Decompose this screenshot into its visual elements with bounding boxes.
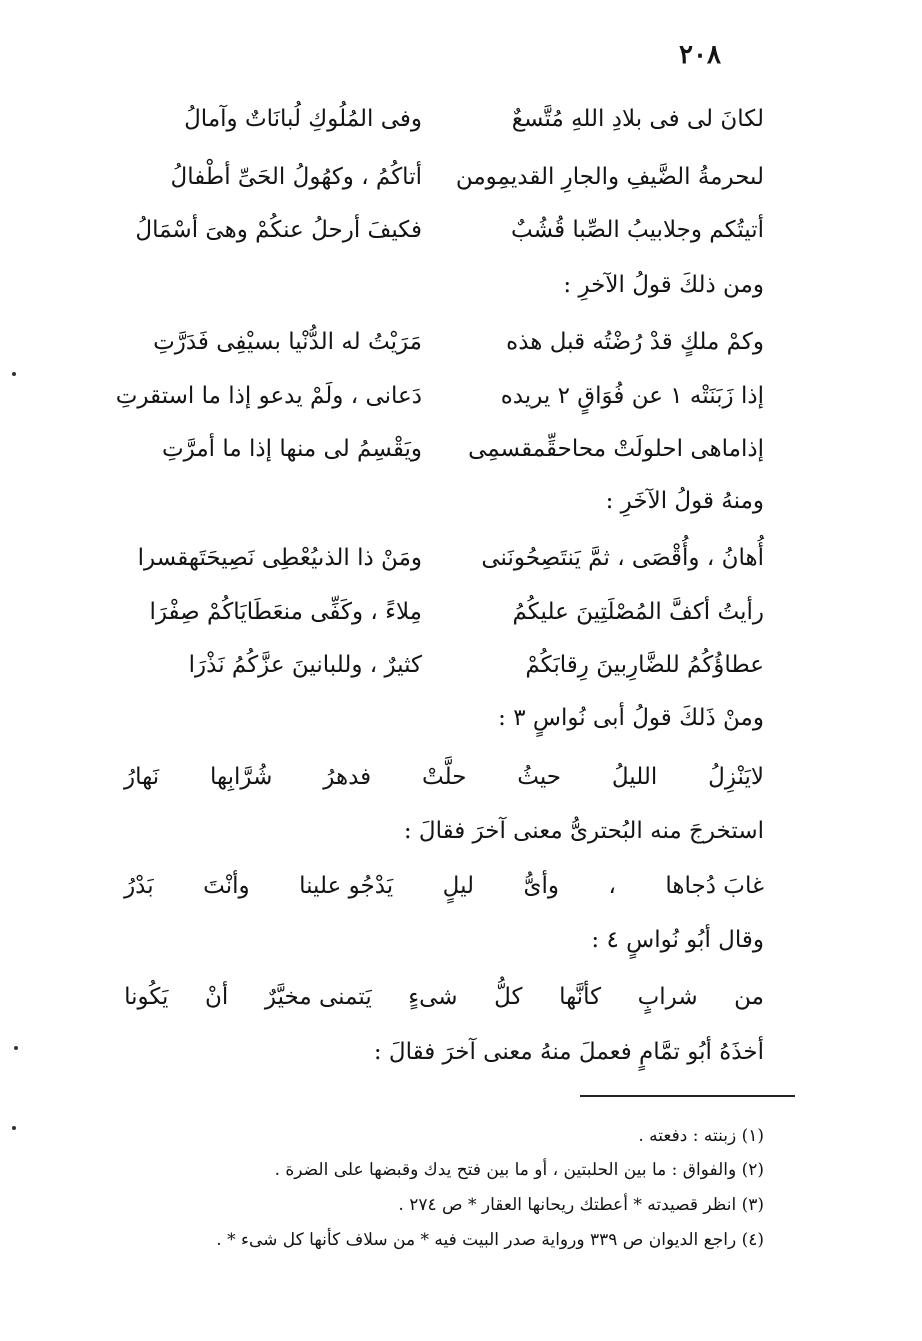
verse-5 [124,869,764,903]
verse-4-word: حيثُ [517,764,562,790]
margin-dot [14,1046,18,1050]
verse-3-2-right: رأيتُ أكفَّ المُصْلَتِينَ عليكُمُ [512,599,764,625]
verse-5-word: يَدْجُو علينا [299,873,394,899]
verse-1-3-right: أتيتُكم وجلابيبُ الصِّبا قُشُبٌ [511,217,764,243]
verse-4-word: نَهارُ [124,764,160,790]
intro-2: ومن ذلكَ قولُ الآخرِ : [563,272,764,298]
verse-4 [124,760,764,794]
footnote-3: (٣) انظر قصيدته * أعطتك ريحانها العقار * ص ٢٧٤ . [398,1195,764,1215]
verse-3-3-right: عطاؤُكُمُ للضَّارِبينَ رِقابَكُمْ [525,652,764,678]
verse-1-1-right: لكانَ لى فى بلادِ اللهِ مُتَّسعٌ [511,106,764,132]
verse-6-word: شىءٍ [408,984,458,1010]
footnote-4: (٤) راجع الديوان ص ٣٣٩ ورواية صدر البيت فيه * من سلاف كأنها كل شىء * . [216,1230,764,1250]
verse-6-word: شرابٍ [637,984,698,1010]
verse-2-1-left: مَرَيْتُ له الدُّنْيا بسيْفِى فَدَرَّتِ [153,329,422,355]
verse-5-word: غابَ دُجاها [665,873,764,899]
outro-line: أخذَهُ أبُو تمَّامٍ فعملَ منهُ معنى آخرَ فقالَ : [373,1039,764,1065]
verse-2-3-left: ويَقْسِمُ لى منها إذا ما أمرَّتِ [162,436,422,462]
verse-1-1-left: وفى المُلُوكِ لُبانَاتٌ وآمالُ [184,106,422,132]
intro-4: ومنْ ذَلكَ قولُ أبى نُواسٍ ٣ : [498,705,764,731]
verse-6-word: كأنَّها [559,984,602,1010]
verse-2-3-right: إذاماهى احلولَتْ محاحقِّمقسمِى [468,436,764,462]
verse-3-2-left: مِلاءً ، وكَفِّى منعَطَايَاكُمْ صِفْرَا [149,599,422,625]
verse-1-3-left: فكيفَ أرحلُ عنكُمْ وهىَ أسْمَالُ [135,217,422,243]
margin-dot [12,1126,16,1130]
intro-5: استخرجَ منه البُحترىُّ معنى آخرَ فقالَ : [403,818,764,844]
verse-4-word: حلَّتْ [422,764,467,790]
footnote-2: (٢) والفواق : ما بين الحلبتين ، أو ما بين فتح يدك وقبضها على الضرة . [274,1160,764,1180]
intro-3: ومنهُ قولُ الآخَرِ : [605,488,764,514]
verse-6-word: من [734,984,764,1010]
verse-6-word: يَكُونا [124,984,169,1010]
verse-5-word: وأنْتَ [203,873,250,899]
verse-1-2-right: لىحرمةُ الضَّيفِ والجارِ القديمِومن [455,164,764,190]
verse-3-1-right: أُهانُ ، وأُقْصَى ، ثمَّ يَنتَصِحُونَنى [481,545,764,571]
verse-6-word: كلُّ [494,984,523,1010]
verse-5-word: ليلٍ [442,873,475,899]
verse-5-word: بَدْرُ [124,873,154,899]
footnote-1: (١) زبنته : دفعته . [638,1126,764,1146]
verse-3-1-left: ومَنْ ذا الذىيُعْطِى نَصِيحَتَهقسرا [137,545,422,571]
intro-6: وقال أبُو نُواسٍ ٤ : [591,927,764,953]
margin-dot [12,372,16,376]
footnote-separator [580,1095,795,1097]
verse-2-2-left: دَعانى ، ولَمْ يدعو إذا ما استقرتِ [115,383,422,409]
verse-1-2-left: أتاكُمُ ، وكهُولُ الحَىِّ أطْفالُ [170,164,422,190]
verse-2-2-right: إذا زَبَنَتْه ١ عن فُوَاقٍ ٢ يريده [500,383,764,409]
verse-6-word: أنْ [205,984,229,1010]
page-number: ٢٠٨ [679,40,721,70]
verse-6 [124,980,764,1014]
verse-5-word: وأىُّ [523,873,560,899]
verse-4-word: الليلُ [611,764,658,790]
verse-5-word: ، [608,873,616,899]
verse-2-1-right: وكمْ ملكٍ قدْ رُضْتُه قبل هذه [506,329,764,355]
verse-4-word: شُرَّابِها [210,764,273,790]
verse-4-word: لايَنْزِلُ [708,764,764,790]
verse-6-word: يَتمنى مخيَّرٌ [264,984,372,1010]
verse-4-word: فدهرُ [323,764,372,790]
verse-3-3-left: كثيرٌ ، وللبانينَ عزَّكُمُ نَذْرَا [188,652,422,678]
